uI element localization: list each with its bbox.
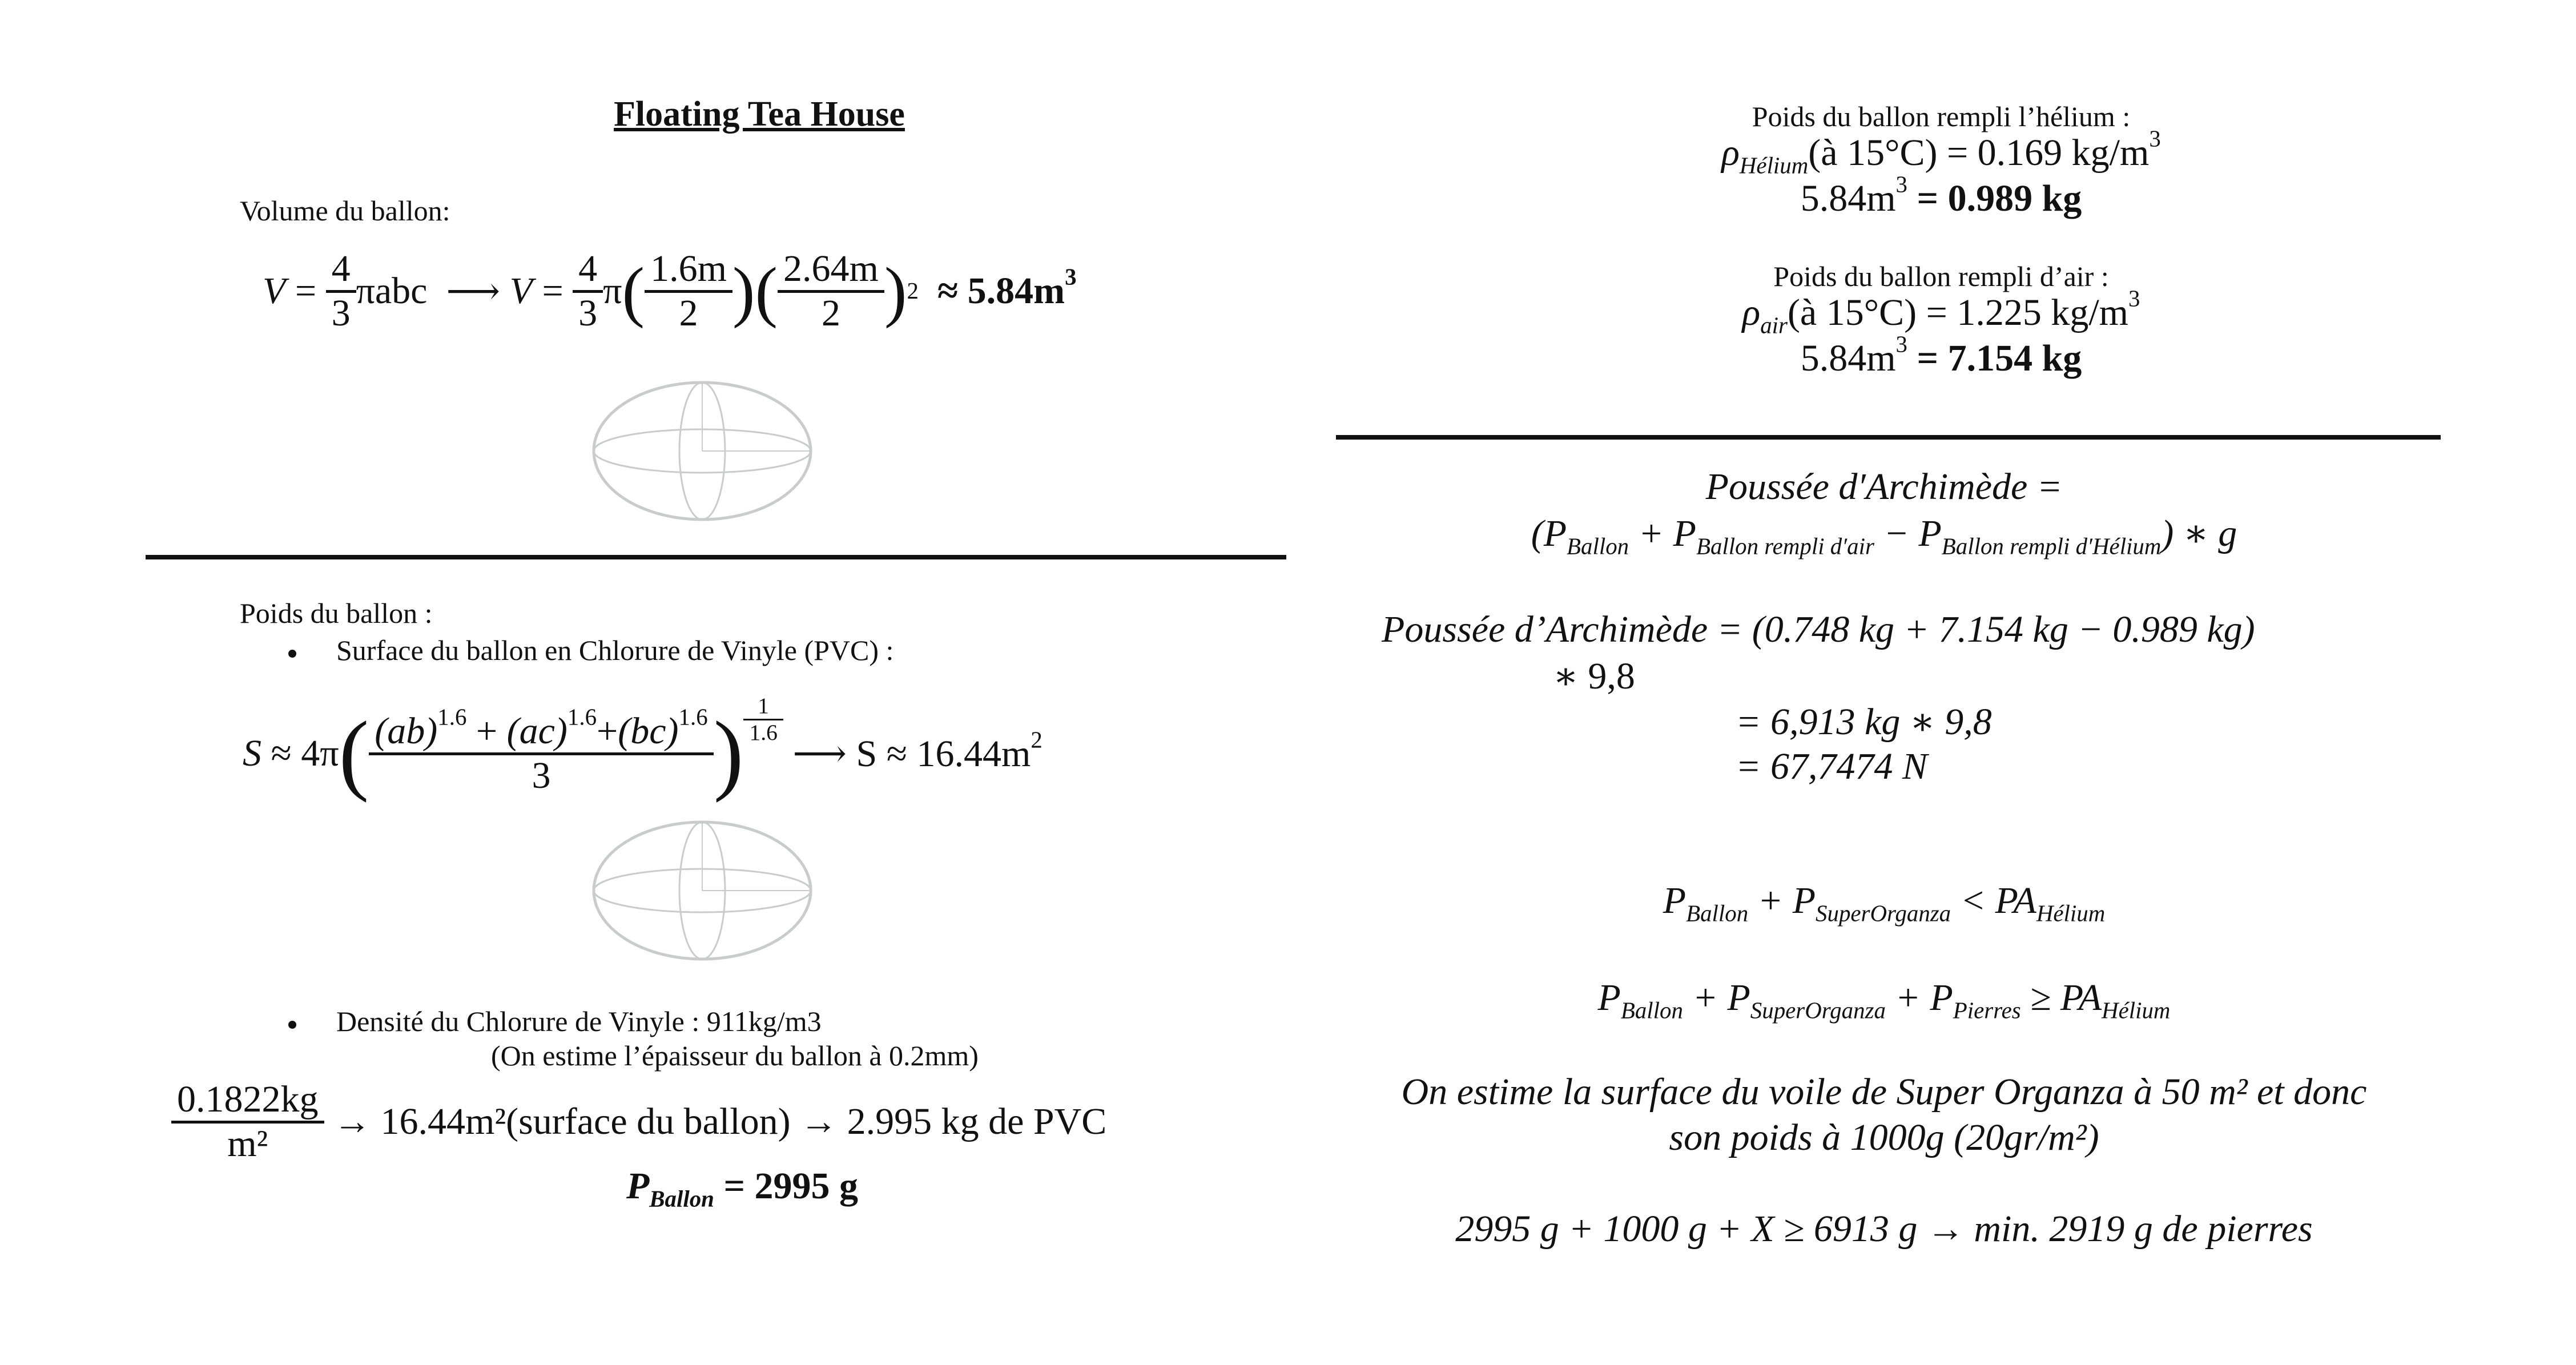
air-title: Poids du ballon rempli d’air : <box>1773 260 2109 292</box>
helium-weight: $5.84m^3 = 0.989$ kg <box>1800 171 2082 219</box>
archimede-line-4: = 67,7474 N <box>1736 746 1928 787</box>
inequality-2: $P_{Ballon} + P_{SuperOrganza} + P_{Pierres} \ge PA_{Hélium}$ <box>1597 977 2171 1024</box>
surface-exponent: $\frac{1}{1.6}$ <box>743 694 783 745</box>
surface-result: ⟶ $S \approx 16.44m^2$ <box>792 727 1043 775</box>
helium-title: Poids du ballon rempli l’hélium : <box>1752 100 2131 132</box>
document-title: Floating Tea House <box>614 95 905 134</box>
weight-label: Poids du ballon : <box>240 597 433 629</box>
archimede-line-3: = 6,913 kg ∗ 9,8 <box>1736 701 1992 743</box>
air-weight: $5.84m^3 = 7.154$ kg <box>1800 331 2082 379</box>
left-divider <box>146 555 1286 559</box>
archimede-formula: $(P_{Ballon} + P_{Ballon rempli d'air} - P_{Ballon rempli d'Hélium})$ ∗ g <box>1531 513 2237 559</box>
bullet-surface: Surface du ballon en Chlorure de Vinyle (PVC) : <box>288 634 893 667</box>
right-divider <box>1336 435 2441 440</box>
density-fraction: $\frac{0.1822kg}{\text{m²}}$ <box>171 1079 324 1165</box>
ellipsoid-diagram-1 <box>588 377 816 525</box>
volume-frac-b: $\frac{2.64m}{2}$ <box>778 248 884 334</box>
volume-equation: V = $\frac{4}{3}$ πabc ⟶ V = $\frac{4}{3}$ π ( $\frac{1.6m}{2}$ )( $\frac{2.64m}{2}$ ) 2 ≈ $5.84m^3$ <box>263 247 1077 334</box>
helium-density: $\rho_{Hélium}(à$ 15°C) = 0.169 $kg/m^3$ <box>1721 126 2161 179</box>
ellipsoid-diagram-2 <box>588 816 816 965</box>
sail-note-line-2: son poids à 1000g (20gr/m²) <box>1669 1117 2099 1158</box>
bullet-density: Densité du Chlorure de Vinyle : 911kg/m3 <box>288 1005 822 1038</box>
p-ballon-result: $P_{Ballon} = 2995$ g <box>626 1165 859 1212</box>
volume-coef-fraction: $\frac{4}{3}$ <box>326 248 356 334</box>
volume-label: Volume du ballon: <box>240 195 450 227</box>
sail-note-line-1: On estime la surface du voile de Super Organza à 50 m² et donc <box>1401 1071 2367 1113</box>
air-density: $\rho_{air}(à$ 15°C) = 1.225 $kg/m^3$ <box>1742 285 2140 339</box>
archimede-line-2: ∗ 9,8 <box>1553 655 1635 697</box>
final-equation: 2995 g + 1000 g + X ≥ 6913 g → min. 2919 g de pierres <box>1455 1208 2313 1250</box>
archimede-title: Poussée d′Archimède = <box>1705 466 2063 508</box>
archimede-line-1: Poussée d’Archimède = (0.748 kg + 7.154 kg − 0.989 kg) <box>1382 609 2255 650</box>
volume-frac-a: $\frac{1.6m}{2}$ <box>645 248 732 334</box>
volume-lhs: V <box>263 270 286 312</box>
volume-result: ≈ $5.84m^3$ <box>937 264 1077 312</box>
surface-fraction: $\frac{(ab)^{1.6} + (ac)^{1.6}+(bc)^{1.6}}{3}$ <box>369 711 713 796</box>
volume-arrow: ⟶ <box>446 271 501 312</box>
surface-equation: S ≈ 4π ( $\frac{(ab)^{1.6} + (ac)^{1.6}+(bc)^{1.6}}{3}$ ) $\frac{1}{1.6}$ ⟶ $S \approx 16.44m^2$ <box>243 692 1043 803</box>
density-chain: $\frac{0.1822kg}{\text{m²}}$ → 16.44m²(surface du ballon) → 2.995 kg de PVC <box>171 1073 1106 1170</box>
thickness-note: (On estime l’épaisseur du ballon à 0.2mm) <box>491 1040 979 1072</box>
inequality-1: $P_{Ballon} + P_{SuperOrganza} < PA_{Hélium}$ <box>1663 880 2106 927</box>
